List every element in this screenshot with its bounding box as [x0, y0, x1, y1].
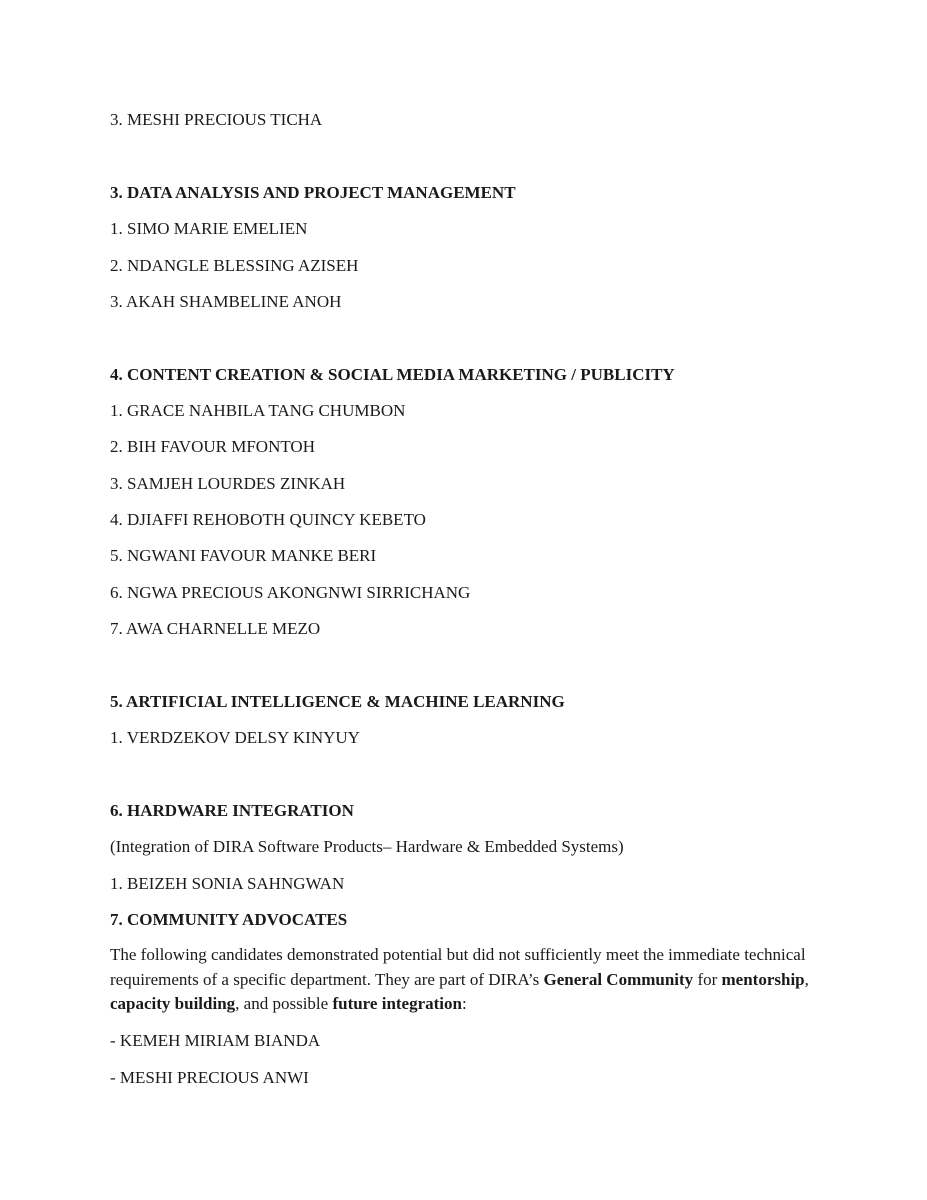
list-item: 6. NGWA PRECIOUS AKONGNWI SIRRICHANG [110, 583, 471, 602]
section-heading: 5. ARTIFICIAL INTELLIGENCE & MACHINE LEARNING [110, 692, 565, 711]
paragraph-text: : [462, 994, 467, 1013]
list-item: - MESHI PRECIOUS ANWI [110, 1068, 309, 1087]
section-heading: 7. COMMUNITY ADVOCATES [110, 910, 348, 929]
list-item: 3. MESHI PRECIOUS TICHA [110, 110, 323, 129]
list-item: 1. VERDZEKOV DELSY KINYUY [110, 728, 360, 747]
paragraph-text: , [804, 969, 809, 989]
paragraph-text: , and possible [235, 994, 333, 1013]
section-note: (Integration of DIRA Software Products– Hardware & Embedded Systems) [110, 837, 624, 856]
list-item: 4. DJIAFFI REHOBOTH QUINCY KEBETO [110, 510, 426, 529]
paragraph-text: for [693, 969, 722, 989]
list-item: 1. BEIZEH SONIA SAHNGWAN [110, 874, 345, 893]
section-heading: 4. CONTENT CREATION & SOCIAL MEDIA MARKETING / PUBLICITY [110, 365, 675, 384]
paragraph-text: The following candidates demonstrated potential but did not sufficiently meet the immediate technical requirements of a specific department. They are part of DIRA’s [110, 945, 806, 989]
list-item: 5. NGWANI FAVOUR MANKE BERI [110, 546, 377, 565]
list-item: 7. AWA CHARNELLE MEZO [110, 619, 321, 638]
list-item: - KEMEH MIRIAM BIANDA [110, 1031, 321, 1050]
list-item: 1. SIMO MARIE EMELIEN [110, 219, 308, 238]
list-item: 1. GRACE NAHBILA TANG CHUMBON [110, 401, 406, 420]
paragraph-bold-text: General Community [543, 969, 694, 989]
paragraph-bold-text: mentorship [721, 969, 805, 989]
section-heading: 3. DATA ANALYSIS AND PROJECT MANAGEMENT [110, 183, 516, 202]
paragraph-bold-text: capacity building [110, 994, 236, 1013]
list-item: 2. NDANGLE BLESSING AZISEH [110, 256, 359, 275]
list-item: 3. SAMJEH LOURDES ZINKAH [110, 474, 346, 493]
section-paragraph [110, 943, 830, 1017]
list-item: 3. AKAH SHAMBELINE ANOH [110, 292, 342, 311]
paragraph-bold-text: future integration [332, 994, 462, 1013]
list-item: 2. BIH FAVOUR MFONTOH [110, 437, 315, 456]
section-heading: 6. HARDWARE INTEGRATION [110, 801, 354, 820]
